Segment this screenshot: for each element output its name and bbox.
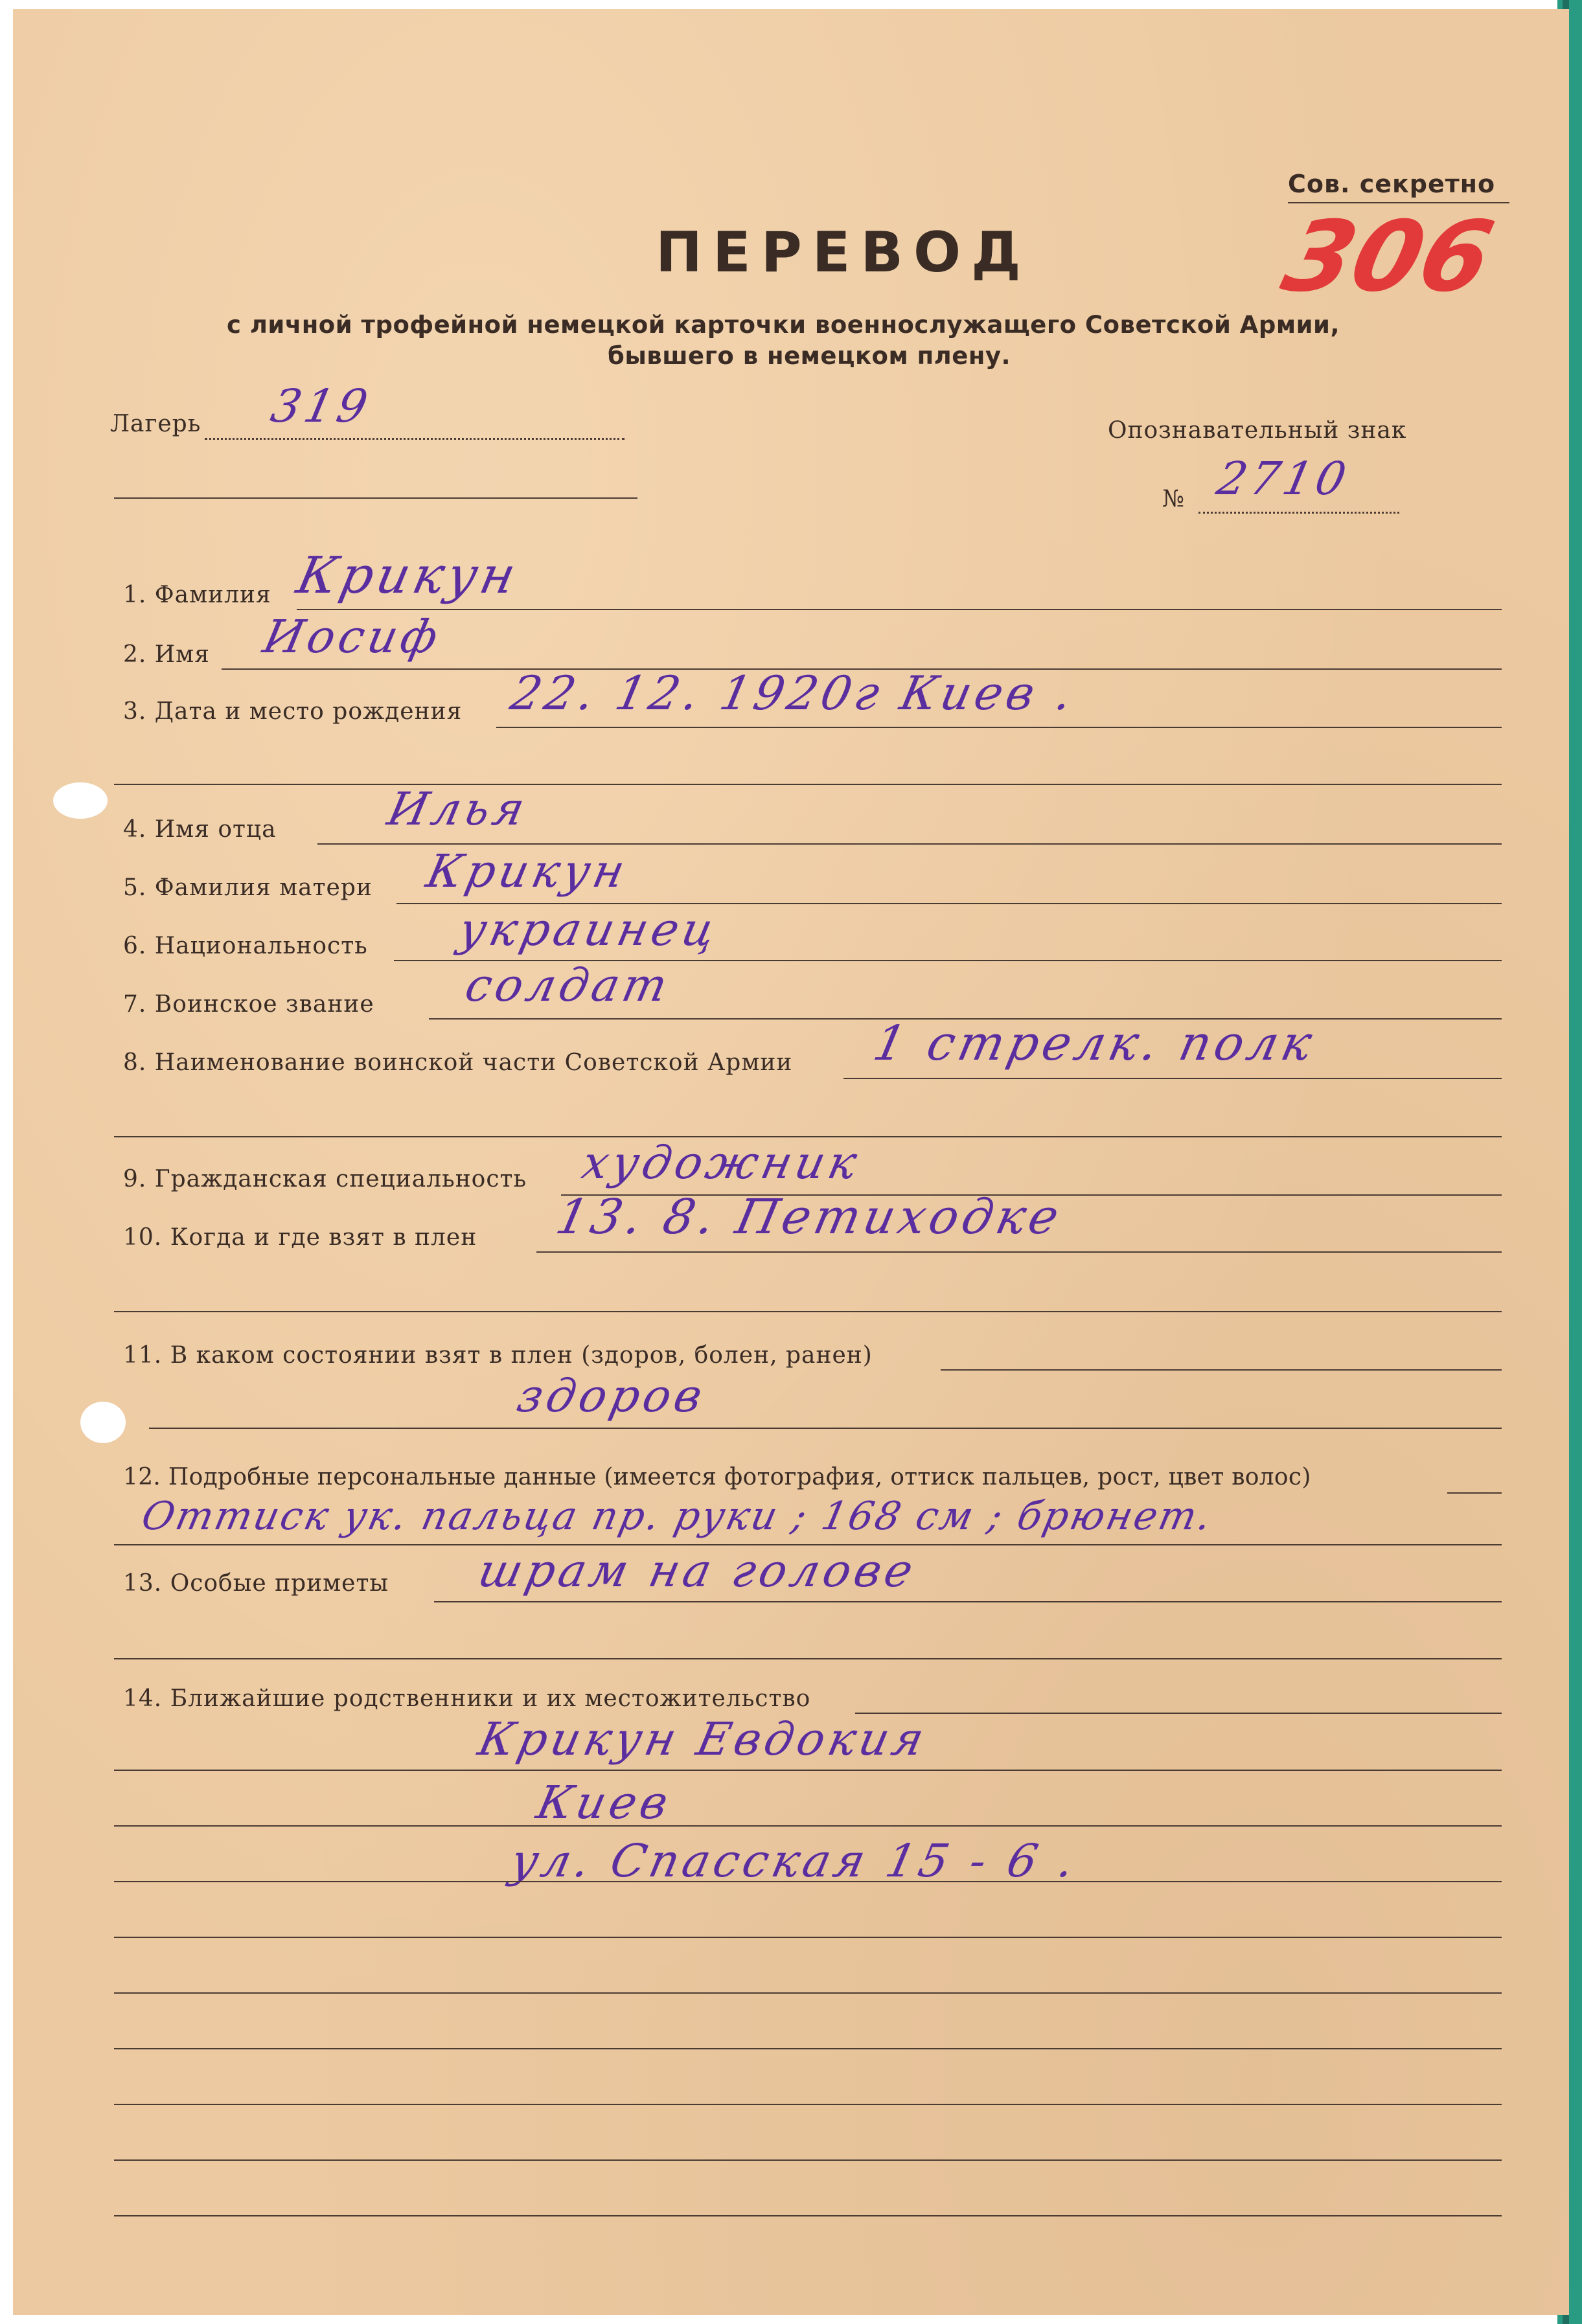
punch-hole-upper — [53, 782, 108, 819]
field-condition-value: здоров — [512, 1369, 711, 1422]
field-father-value: Илья — [383, 782, 533, 836]
field-marks-line — [434, 1601, 1502, 1602]
field-relatives-label: 14. Ближайшие родственники и их местожительство — [123, 1685, 811, 1712]
field-name-label: 2. Имя — [123, 641, 210, 668]
punch-hole-lower — [80, 1402, 126, 1443]
field-birth-line — [496, 727, 1502, 728]
field-unit-line — [843, 1078, 1502, 1079]
id-tag-value: 2710 — [1212, 452, 1355, 505]
field-personal-value: Оттиск ук. пальца пр. руки ; 168 см ; брюнет. — [137, 1494, 1217, 1539]
id-tag-dotted-line — [1198, 512, 1399, 514]
camp-dotted-line — [205, 438, 625, 440]
field-capture-value: 13. 8. Петиходке — [551, 1189, 1068, 1245]
relatives-ruled-line — [114, 1825, 1502, 1827]
relatives-ruled-line — [114, 2215, 1502, 2216]
camp-label: Лагерь — [110, 411, 201, 437]
relatives-ruled-line — [114, 2104, 1502, 2105]
field-marks-value: шрам на голове — [474, 1544, 922, 1597]
field-personal-line — [1447, 1492, 1502, 1494]
field-surname-line — [297, 609, 1502, 610]
field-marks-label: 13. Особые приметы — [123, 1570, 389, 1597]
classification-label: Сов. секретно — [1288, 170, 1496, 198]
id-tag-label: Опознавательный знак — [1108, 417, 1407, 444]
field-marks-extra-line — [114, 1658, 1502, 1659]
relatives-ruled-line — [114, 1770, 1502, 1771]
field-father-label: 4. Имя отца — [123, 816, 277, 843]
field-profession-value: художник — [577, 1136, 866, 1189]
field-birth-extra-line — [114, 784, 1502, 785]
field-personal-label: 12. Подробные персональные данные (имеется фотография, оттиск пальцев, рост, цвет волос) — [123, 1464, 1311, 1490]
field-relatives-value-line-3: ул. Спасская 15 - 6 . — [506, 1834, 1083, 1887]
field-nationality-value: украинец — [454, 903, 724, 956]
field-name-value: Иосиф — [258, 610, 446, 663]
field-relatives-line — [855, 1713, 1502, 1714]
relatives-ruled-line — [114, 2159, 1502, 2161]
camp-second-line — [114, 497, 637, 499]
field-condition-label: 11. В каком состоянии взят в плен (здоров, болен, ранен) — [123, 1342, 873, 1369]
translation-form-sheet — [13, 9, 1569, 2315]
field-mother-value: Крикун — [422, 845, 634, 898]
id-tag-number-sign: № — [1162, 486, 1186, 512]
field-relatives-value-line-2: Киев — [532, 1776, 677, 1829]
field-rank-value: солдат — [461, 959, 676, 1012]
field-relatives-value-line-1: Крикун Евдокия — [474, 1713, 933, 1766]
field-profession-label: 9. Гражданская специальность — [123, 1166, 527, 1192]
field-birth-value: 22. 12. 1920г Киев . — [506, 666, 1081, 720]
field-rank-label: 7. Воинское звание — [123, 991, 374, 1018]
subtitle-line-2: бывшего в немецком плену. — [608, 342, 1011, 370]
field-surname-label: 1. Фамилия — [123, 582, 271, 608]
relatives-ruled-line — [114, 1881, 1502, 1882]
field-unit-label: 8. Наименование воинской части Советской Армии — [123, 1049, 793, 1076]
field-capture-label: 10. Когда и где взят в плен — [123, 1224, 477, 1251]
subtitle-line-1: с личной трофейной немецкой карточки военнослужащего Советской Армии, — [227, 311, 1340, 339]
relatives-ruled-line — [114, 2048, 1502, 2049]
red-stamp-number: 306 — [1272, 201, 1504, 313]
field-birth-label: 3. Дата и место рождения — [123, 698, 463, 725]
field-unit-value: 1 стрелк. полк — [868, 1016, 1321, 1071]
camp-value: 319 — [266, 380, 376, 433]
field-condition-line — [941, 1369, 1502, 1371]
field-surname-value: Крикун — [292, 547, 525, 605]
field-capture-line — [536, 1251, 1502, 1253]
relatives-ruled-line — [114, 1937, 1502, 1938]
page-title: ПЕРЕВОД — [656, 220, 1031, 285]
relatives-ruled-line — [114, 1992, 1502, 1994]
field-mother-label: 5. Фамилия матери — [123, 874, 373, 901]
field-nationality-label: 6. Национальность — [123, 933, 368, 959]
field-condition-extra-line — [149, 1428, 1502, 1429]
field-capture-extra-line — [114, 1311, 1502, 1312]
